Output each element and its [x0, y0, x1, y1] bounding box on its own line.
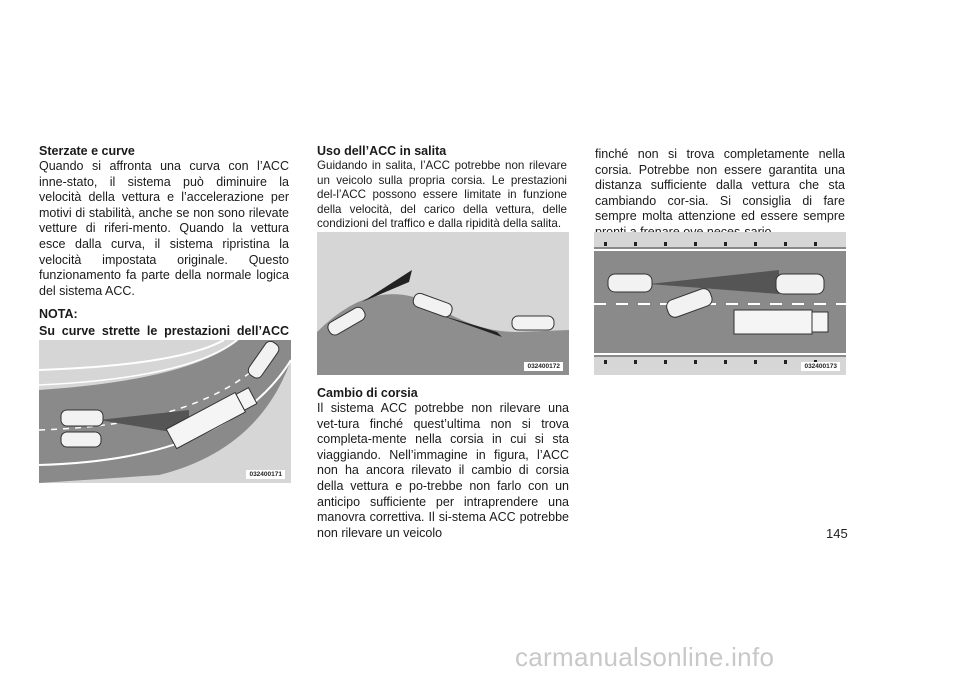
column-3 — [595, 147, 845, 241]
watermark-text: carmanualsonline.info — [515, 642, 775, 672]
page-number: 145 — [826, 526, 848, 541]
figure-code: 032400171 — [246, 470, 285, 479]
figure-code: 032400172 — [524, 362, 563, 371]
section-heading-lane-change: Cambio di corsia — [317, 386, 418, 400]
paragraph-curves: Quando si affronta una curva con l’ACC inne-stato, il sistema può diminuire la velocità della vettura e l’accelerazione per motivi di stabilità, anche se non sono rilevate vetture di riferi-mento. Quando la vettura esce dalla curva, il sistema ripristina la velocità impostata originale. Questo funzionamento fa parte della normale logica del sistema ACC. — [39, 159, 289, 298]
car-icon — [776, 274, 824, 294]
paragraph-lane-change-cont: finché non si trova completamente nella corsia. Potrebbe non essere garantita una distanza sufficiente dalla vettura che sta cambiando cor-sia. Si consiglia di fare sempre molta attenzione ed essere sempre — [595, 147, 845, 224]
car-icon — [512, 316, 554, 330]
note-heading: NOTA: — [39, 307, 78, 322]
car-icon — [608, 274, 652, 292]
lane-change-illustration — [594, 232, 846, 375]
section-heading-curves: Sterzate e curve — [39, 144, 135, 158]
curve-illustration — [39, 340, 291, 483]
section-heading-hill: Uso dell’ACC in salita — [317, 144, 447, 158]
column-2-lower — [317, 386, 569, 541]
column-2 — [317, 144, 567, 232]
note-body: Su curve strette le prestazioni dell’ACC — [39, 324, 289, 339]
figure-code: 032400173 — [801, 362, 840, 371]
paragraph-hill: Guidando in salita, l’ACC potrebbe non rilevare un veicolo sulla propria corsia. Le prestazioni del-l’ACC possono essere limitate in funzione della velocità, del carico della vettura, delle condizioni del traffico e dalla ripidità della salita. — [317, 159, 567, 231]
figure-lane-change — [594, 232, 846, 375]
hill-illustration — [317, 232, 569, 375]
truck-icon — [734, 310, 828, 334]
figure-curve — [39, 340, 291, 483]
column-1 — [39, 144, 289, 356]
paragraph-lane-change: Il sistema ACC potrebbe non rilevare una vet-tura finché quest’ultima non si trova completa-mente nella corsia in cui si sta viaggiando. Nell’immagine in figura, l’ACC non ha ancora rilevato il cambio di corsia della vettura e po-trebbe non farlo con un anticipo sufficiente per intraprendere una manovra correttiva. Il si-stema ACC potrebbe non rilevare un veicolo — [317, 401, 569, 540]
figure-hill — [317, 232, 569, 375]
